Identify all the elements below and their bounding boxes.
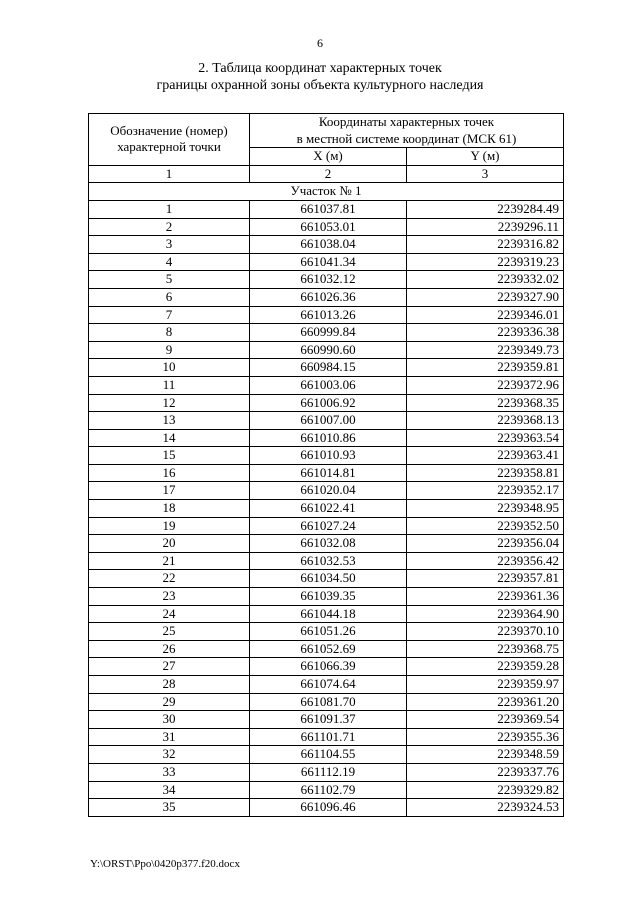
header-coordinates-line-2: в местной системе координат (МСК 61) xyxy=(296,130,517,146)
table-row xyxy=(89,552,564,570)
cell-y: 2239368.35 xyxy=(407,394,564,412)
cell-point-number: 26 xyxy=(89,640,250,658)
cell-point-number: 21 xyxy=(89,552,250,570)
cell-y: 2239348.95 xyxy=(407,500,564,518)
cell-x: 661053.01 xyxy=(250,218,407,236)
cell-x: 661013.26 xyxy=(250,306,407,324)
cell-point-number: 29 xyxy=(89,693,250,711)
cell-y: 2239355.36 xyxy=(407,728,564,746)
cell-x: 661104.55 xyxy=(250,746,407,764)
table-row xyxy=(89,658,564,676)
cell-point-number: 5 xyxy=(89,271,250,289)
cell-point-number: 3 xyxy=(89,236,250,254)
cell-x: 661003.06 xyxy=(250,376,407,394)
cell-x: 661052.69 xyxy=(250,640,407,658)
cell-y: 2239363.41 xyxy=(407,447,564,465)
cell-x: 661051.26 xyxy=(250,623,407,641)
table-row xyxy=(89,464,564,482)
header-point-label xyxy=(89,114,250,166)
cell-y: 2239336.38 xyxy=(407,324,564,342)
cell-point-number: 15 xyxy=(89,447,250,465)
cell-x: 661007.00 xyxy=(250,412,407,430)
cell-point-number: 34 xyxy=(89,781,250,799)
cell-y: 2239356.42 xyxy=(407,552,564,570)
cell-point-number: 27 xyxy=(89,658,250,676)
table-row xyxy=(89,588,564,606)
table-row xyxy=(89,341,564,359)
cell-point-number: 14 xyxy=(89,429,250,447)
cell-x: 661032.12 xyxy=(250,271,407,289)
cell-x: 661010.93 xyxy=(250,447,407,465)
cell-point-number: 2 xyxy=(89,218,250,236)
cell-x: 660984.15 xyxy=(250,359,407,377)
cell-y: 2239327.90 xyxy=(407,288,564,306)
table-row xyxy=(89,218,564,236)
cell-point-number: 4 xyxy=(89,253,250,271)
table-row xyxy=(89,306,564,324)
cell-x: 661044.18 xyxy=(250,605,407,623)
table-row xyxy=(89,394,564,412)
cell-point-number: 30 xyxy=(89,711,250,729)
cell-y: 2239357.81 xyxy=(407,570,564,588)
table-row xyxy=(89,570,564,588)
cell-x: 661014.81 xyxy=(250,464,407,482)
cell-x: 661034.50 xyxy=(250,570,407,588)
table-row xyxy=(89,236,564,254)
cell-y: 2239332.02 xyxy=(407,271,564,289)
cell-point-number: 6 xyxy=(89,288,250,306)
table-title xyxy=(0,60,640,94)
table-row xyxy=(89,746,564,764)
section-row xyxy=(89,183,564,201)
table-row xyxy=(89,447,564,465)
cell-point-number: 31 xyxy=(89,728,250,746)
cell-x: 660990.60 xyxy=(250,341,407,359)
cell-point-number: 22 xyxy=(89,570,250,588)
cell-point-number: 11 xyxy=(89,376,250,394)
cell-y: 2239363.54 xyxy=(407,429,564,447)
cell-x: 661096.46 xyxy=(250,799,407,817)
cell-point-number: 24 xyxy=(89,605,250,623)
cell-x: 661066.39 xyxy=(250,658,407,676)
cell-y: 2239346.01 xyxy=(407,306,564,324)
footer-file-path: Y:\ORST\Ppo\0420p377.f20.docx xyxy=(90,858,240,870)
cell-x: 660999.84 xyxy=(250,324,407,342)
cell-x: 661038.04 xyxy=(250,236,407,254)
cell-x: 661039.35 xyxy=(250,588,407,606)
table-row xyxy=(89,271,564,289)
table-row xyxy=(89,517,564,535)
table-row xyxy=(89,500,564,518)
cell-y: 2239329.82 xyxy=(407,781,564,799)
cell-point-number: 7 xyxy=(89,306,250,324)
cell-x: 661101.71 xyxy=(250,728,407,746)
cell-y: 2239359.81 xyxy=(407,359,564,377)
table-row xyxy=(89,623,564,641)
cell-x: 661112.19 xyxy=(250,763,407,781)
column-number-1: 1 xyxy=(89,165,250,183)
table-row xyxy=(89,711,564,729)
table-row xyxy=(89,429,564,447)
cell-x: 661026.36 xyxy=(250,288,407,306)
cell-point-number: 32 xyxy=(89,746,250,764)
table-row xyxy=(89,200,564,218)
cell-y: 2239352.17 xyxy=(407,482,564,500)
cell-y: 2239349.73 xyxy=(407,341,564,359)
cell-point-number: 13 xyxy=(89,412,250,430)
cell-y: 2239356.04 xyxy=(407,535,564,553)
cell-y: 2239296.11 xyxy=(407,218,564,236)
table-row xyxy=(89,799,564,817)
cell-point-number: 8 xyxy=(89,324,250,342)
column-number-3: 3 xyxy=(407,165,564,183)
cell-y: 2239359.97 xyxy=(407,676,564,694)
table-row xyxy=(89,640,564,658)
table-row xyxy=(89,676,564,694)
table-row xyxy=(89,693,564,711)
column-number-row xyxy=(89,165,564,183)
page-number: 6 xyxy=(317,36,323,50)
cell-y: 2239370.10 xyxy=(407,623,564,641)
table-row xyxy=(89,763,564,781)
cell-y: 2239361.36 xyxy=(407,588,564,606)
section-label: Участок № 1 xyxy=(89,183,564,201)
cell-point-number: 18 xyxy=(89,500,250,518)
table-row xyxy=(89,253,564,271)
cell-y: 2239337.76 xyxy=(407,763,564,781)
cell-y: 2239368.13 xyxy=(407,412,564,430)
header-point-label-line-2: характерной точки xyxy=(117,139,221,155)
title-line-1: 2. Таблица координат характерных точек xyxy=(198,61,442,76)
cell-point-number: 33 xyxy=(89,763,250,781)
cell-x: 661037.81 xyxy=(250,200,407,218)
cell-x: 661022.41 xyxy=(250,500,407,518)
cell-y: 2239359.28 xyxy=(407,658,564,676)
table-row xyxy=(89,288,564,306)
title-line-2: границы охранной зоны объекта культурного наследия xyxy=(156,78,484,93)
header-coordinates-line-1: Координаты характерных точек xyxy=(318,114,495,129)
cell-x: 661020.04 xyxy=(250,482,407,500)
cell-y: 2239319.23 xyxy=(407,253,564,271)
cell-point-number: 28 xyxy=(89,676,250,694)
cell-x: 661006.92 xyxy=(250,394,407,412)
cell-point-number: 10 xyxy=(89,359,250,377)
cell-point-number: 25 xyxy=(89,623,250,641)
cell-y: 2239364.90 xyxy=(407,605,564,623)
header-coordinates-group xyxy=(250,114,564,148)
cell-point-number: 12 xyxy=(89,394,250,412)
header-point-label-line-1: Обозначение (номер) xyxy=(110,122,228,138)
table-row xyxy=(89,412,564,430)
cell-point-number: 16 xyxy=(89,464,250,482)
cell-y: 2239284.49 xyxy=(407,200,564,218)
cell-point-number: 23 xyxy=(89,588,250,606)
cell-x: 661032.08 xyxy=(250,535,407,553)
cell-x: 661010.86 xyxy=(250,429,407,447)
cell-x: 661102.79 xyxy=(250,781,407,799)
table-row xyxy=(89,482,564,500)
cell-x: 661027.24 xyxy=(250,517,407,535)
cell-y: 2239368.75 xyxy=(407,640,564,658)
cell-point-number: 1 xyxy=(89,200,250,218)
cell-y: 2239348.59 xyxy=(407,746,564,764)
header-x: X (м) xyxy=(250,148,407,166)
table-row xyxy=(89,781,564,799)
cell-y: 2239361.20 xyxy=(407,693,564,711)
cell-y: 2239324.53 xyxy=(407,799,564,817)
table-row xyxy=(89,605,564,623)
cell-x: 661081.70 xyxy=(250,693,407,711)
cell-x: 661032.53 xyxy=(250,552,407,570)
cell-point-number: 19 xyxy=(89,517,250,535)
cell-y: 2239352.50 xyxy=(407,517,564,535)
table-row xyxy=(89,359,564,377)
table-row xyxy=(89,535,564,553)
table-row xyxy=(89,376,564,394)
cell-y: 2239369.54 xyxy=(407,711,564,729)
cell-y: 2239358.81 xyxy=(407,464,564,482)
cell-y: 2239372.96 xyxy=(407,376,564,394)
cell-x: 661074.64 xyxy=(250,676,407,694)
cell-point-number: 9 xyxy=(89,341,250,359)
cell-x: 661041.34 xyxy=(250,253,407,271)
table-row xyxy=(89,324,564,342)
cell-point-number: 35 xyxy=(89,799,250,817)
cell-x: 661091.37 xyxy=(250,711,407,729)
cell-y: 2239316.82 xyxy=(407,236,564,254)
table-row xyxy=(89,728,564,746)
cell-point-number: 17 xyxy=(89,482,250,500)
header-y: Y (м) xyxy=(407,148,564,166)
column-number-2: 2 xyxy=(250,165,407,183)
cell-point-number: 20 xyxy=(89,535,250,553)
coordinates-table xyxy=(88,113,564,817)
